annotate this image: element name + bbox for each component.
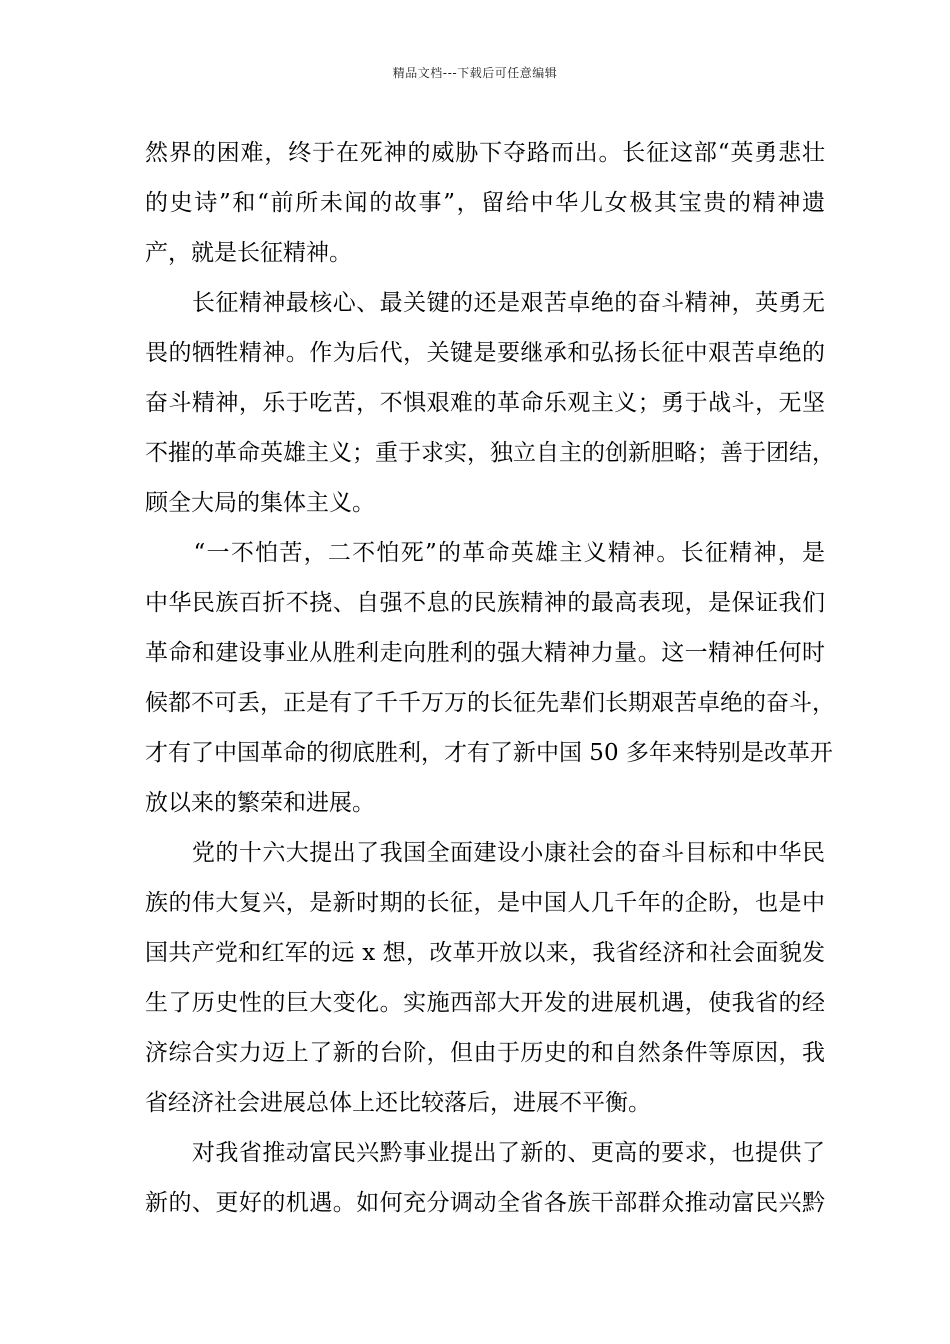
- paragraph-3-line-1: “一不怕苦，二不怕死”的革命英雄主义精神。长征精神，是: [145, 540, 825, 566]
- paragraph-4-line-4: 生了历史性的巨大变化。实施西部大开发的进展机遇，使我省的经: [145, 990, 825, 1016]
- paragraph-3-line-6: 放以来的繁荣和进展。: [145, 790, 375, 816]
- paragraph-2-line-5: 顾全大局的集体主义。: [145, 490, 375, 516]
- paragraph-3-line-4: 候都不可丢，正是有了千千万万的长征先辈们长期艰苦卓绝的奋斗，: [145, 690, 835, 716]
- paragraph-3-line-5: 才有了中国革命的彻底胜利，才有了新中国 50 多年来特别是改革开: [145, 740, 833, 766]
- paragraph-1-line-3: 产，就是长征精神。: [145, 240, 352, 266]
- paragraph-4-line-5: 济综合实力迈上了新的台阶，但由于历史的和自然条件等原因，我: [145, 1040, 825, 1066]
- paragraph-2-line-4: 不摧的革命英雄主义；重于求实，独立自主的创新胆略；善于团结，: [145, 440, 835, 466]
- paragraph-4-line-2: 族的伟大复兴，是新时期的长征，是中国人几千年的企盼，也是中: [145, 890, 825, 916]
- paragraph-2-line-2: 畏的牺牲精神。作为后代，关键是要继承和弘扬长征中艰苦卓绝的: [145, 340, 825, 366]
- paragraph-3-line-3: 革命和建设事业从胜利走向胜利的强大精神力量。这一精神任何时: [145, 640, 825, 666]
- paragraph-4-line-6: 省经济社会进展总体上还比较落后，进展不平衡。: [145, 1090, 651, 1116]
- page-header: 精品文档---下载后可任意编辑: [392, 66, 558, 80]
- paragraph-1-line-1: 然界的困难，终于在死神的威胁下夺路而出。长征这部“英勇悲壮: [145, 140, 825, 166]
- paragraph-1-line-2: 的史诗”和“前所未闻的故事”，留给中华儿女极其宝贵的精神遗: [145, 190, 825, 216]
- paragraph-2-line-3: 奋斗精神，乐于吃苦，不惧艰难的革命乐观主义；勇于战斗，无坚: [145, 390, 825, 416]
- paragraph-2-line-1: 长征精神最核心、最关键的还是艰苦卓绝的奋斗精神，英勇无: [145, 290, 825, 316]
- paragraph-5-line-1: 对我省推动富民兴黔事业提出了新的、更高的要求，也提供了: [145, 1140, 825, 1166]
- paragraph-4-line-3: 国共产党和红军的远 x 想，改革开放以来，我省经济和社会面貌发: [145, 940, 825, 966]
- paragraph-5-line-2: 新的、更好的机遇。如何充分调动全省各族干部群众推动富民兴黔: [145, 1190, 825, 1216]
- paragraph-3-line-2: 中华民族百折不挠、自强不息的民族精神的最高表现，是保证我们: [145, 590, 825, 616]
- paragraph-4-line-1: 党的十六大提出了我国全面建设小康社会的奋斗目标和中华民: [145, 840, 825, 866]
